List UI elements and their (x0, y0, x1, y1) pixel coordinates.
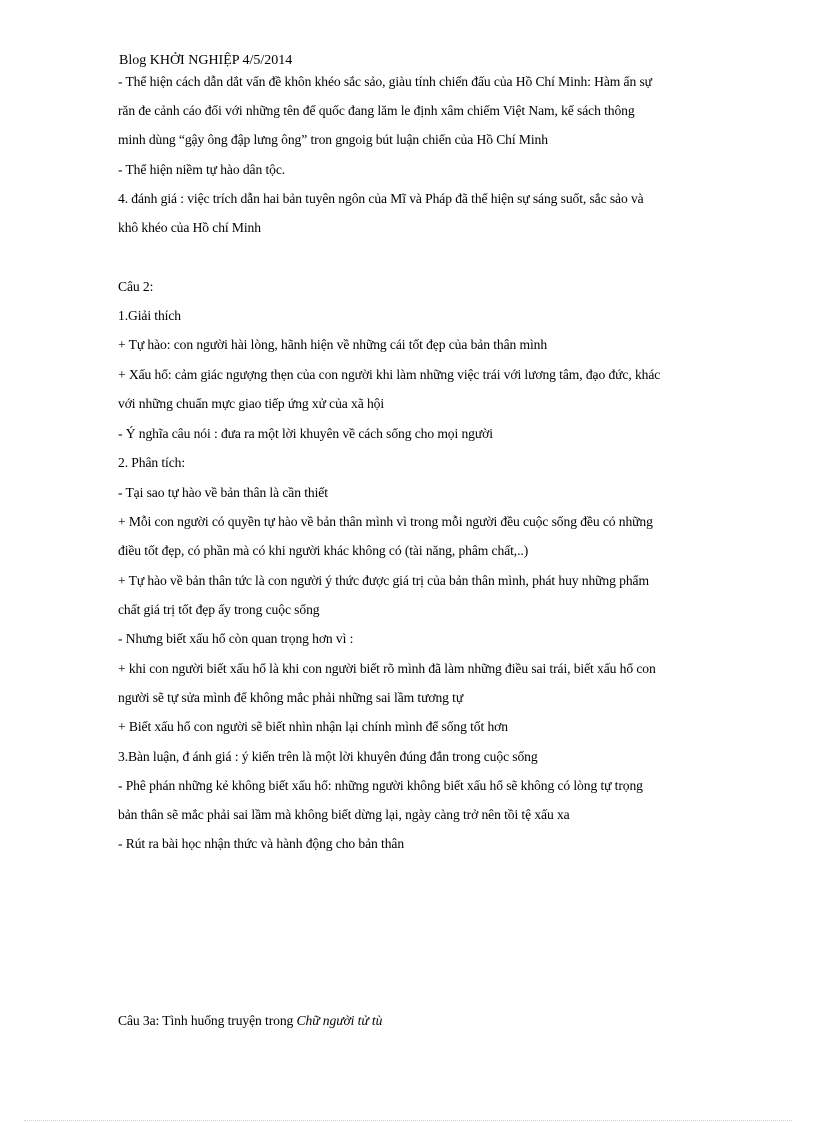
text-line: người sẽ tự sửa mình để không mắc phải những sai lầm tương tự (118, 690, 464, 705)
text-line: - Rút ra bài học nhận thức và hành động cho bản thân (118, 836, 405, 851)
text-line: 4. đánh giá : việc trích dẫn hai bản tuyên ngôn của Mĩ và Pháp đã thể hiện sự sáng suốt, sắc sảo và (118, 191, 644, 206)
page-bottom-divider (24, 1120, 792, 1121)
work-title: Chữ người tử tù (296, 1013, 383, 1028)
cau-3a-prefix: Câu 3a: Tình huống truyện trong (118, 1013, 297, 1028)
text-line: khô khéo của Hồ chí Minh (118, 220, 261, 235)
text-line: - Thể hiện cách dẫn dắt vấn đề khôn khéo sắc sảo, giàu tính chiến đấu của Hồ Chí Minh: Hàm ẩn sự (118, 74, 652, 89)
text-line: + Xấu hổ: cảm giác ngượng thẹn của con người khi làm những việc trái với lương tâm, đạo đức, khác (118, 367, 661, 382)
text-line: - Ý nghĩa câu nói : đưa ra một lời khuyên về cách sống cho mọi người (118, 426, 493, 441)
text-line: minh dùng “gậy ông đập lưng ông” tron gngoig bút luận chiến của Hồ Chí Minh (118, 132, 548, 147)
text-line: với những chuẩn mực giao tiếp ứng xử của xã hội (118, 396, 385, 411)
text-line: bản thân sẽ mắc phải sai lầm mà không biết dừng lại, ngày càng trở nên tồi tệ xấu xa (118, 807, 570, 822)
text-line: - Phê phán những kẻ không biết xấu hổ: những người không biết xấu hổ sẽ không có lòng tự trọng (118, 778, 643, 793)
text-line: - Nhưng biết xấu hổ còn quan trọng hơn vì : (118, 631, 354, 646)
section-heading-cau-2: Câu 2: (118, 279, 154, 294)
text-line: + khi con người biết xấu hổ là khi con người biết rõ mình đã làm những điều sai trái, biết xấu hổ con (118, 661, 656, 676)
subheading-phan-tich: 2. Phân tích: (118, 455, 186, 470)
text-line: + Tự hào về bản thân tức là con người ý thức được giá trị của bản thân mình, phát huy những phẩm (118, 573, 649, 588)
text-line: - Tại sao tự hào về bản thân là cần thiết (118, 485, 328, 500)
text-line: răn đe cảnh cáo đối với những tên đế quốc đang lăm le định xâm chiếm Việt Nam, kế sách thông (118, 103, 635, 118)
blog-header: Blog KHỞI NGHIỆP 4/5/2014 (119, 53, 293, 68)
text-line: + Tự hào: con người hài lòng, hãnh hiện về những cái tốt đẹp của bản thân mình (118, 337, 548, 352)
text-line: điều tốt đẹp, có phần mà có khi người khác không có (tài năng, phâm chất,..) (118, 543, 529, 558)
subheading-ban-luan: 3.Bàn luận, đ ánh giá : ý kiến trên là một lời khuyên đúng đắn trong cuộc sống (118, 749, 538, 764)
text-line: chất giá trị tốt đẹp ấy trong cuộc sống (118, 602, 320, 617)
subheading-giai-thich: 1.Giải thích (118, 308, 181, 323)
text-line: - Thể hiện niềm tự hào dân tộc. (118, 162, 286, 177)
section-heading-cau-3a (118, 1012, 382, 1030)
text-line: + Mỗi con người có quyền tự hào về bản thân mình vì trong mỗi người đều cuộc sống đều có những (118, 514, 653, 529)
text-line: + Biết xấu hổ con người sẽ biết nhìn nhận lại chính mình để sống tốt hơn (118, 719, 508, 734)
